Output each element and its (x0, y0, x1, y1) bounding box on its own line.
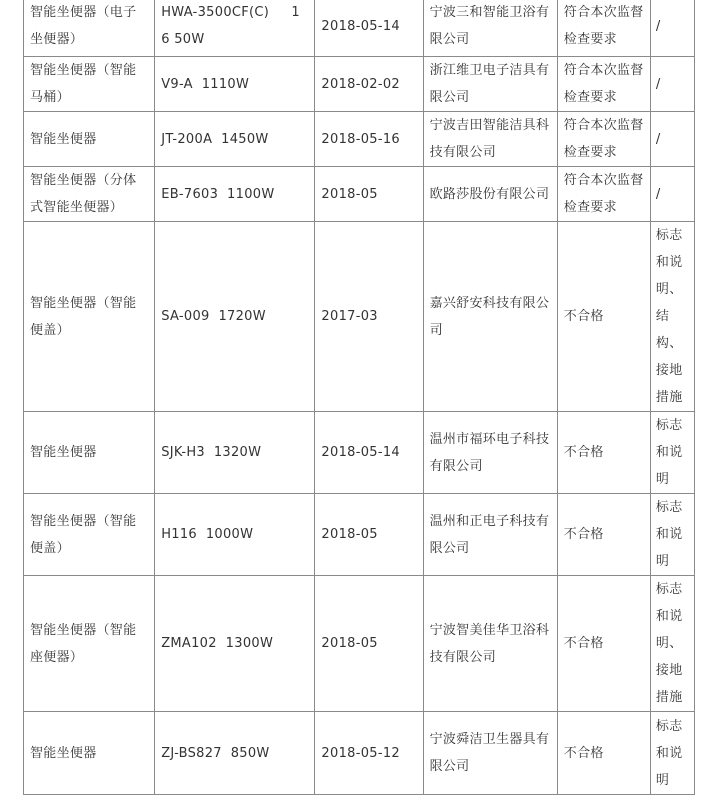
result-cell: 不合格 (557, 494, 650, 576)
model-spec-cell: SJK-H3 1320W (155, 412, 315, 494)
manufacturer-cell: 宁波三和智能卫浴有限公司 (423, 0, 557, 57)
production-date-cell: 2017-03 (315, 222, 423, 412)
model-spec-cell: H116 1000W (155, 494, 315, 576)
table-row (24, 0, 695, 57)
table-row (24, 412, 695, 494)
result-cell: 符合本次监督检查要求 (557, 112, 650, 167)
manufacturer-cell: 宁波吉田智能洁具科技有限公司 (423, 112, 557, 167)
manufacturer-cell: 浙江维卫电子洁具有限公司 (423, 57, 557, 112)
table-row (24, 57, 695, 112)
production-date-cell: 2018-05-12 (315, 712, 423, 795)
failed-item-cell: / (650, 0, 694, 57)
production-date-cell: 2018-02-02 (315, 57, 423, 112)
model-spec-cell: V9-A 1110W (155, 57, 315, 112)
model-spec-cell: EB-7603 1100W (155, 167, 315, 222)
production-date-cell: 2018-05-14 (315, 412, 423, 494)
manufacturer-cell: 宁波智美佳华卫浴科技有限公司 (423, 576, 557, 712)
result-cell: 符合本次监督检查要求 (557, 0, 650, 57)
table-row (24, 167, 695, 222)
failed-item-cell: / (650, 167, 694, 222)
manufacturer-cell: 宁波舜洁卫生器具有限公司 (423, 712, 557, 795)
product-name-cell: 智能坐便器 (24, 712, 155, 795)
production-date-cell: 2018-05 (315, 494, 423, 576)
production-date-cell: 2018-05-14 (315, 0, 423, 57)
failed-item-cell: 标志和说明、结构、接地措施 (650, 222, 694, 412)
manufacturer-cell: 温州和正电子科技有限公司 (423, 494, 557, 576)
result-cell: 符合本次监督检查要求 (557, 167, 650, 222)
model-spec-cell: JT-200A 1450W (155, 112, 315, 167)
failed-item-cell: 标志和说明 (650, 494, 694, 576)
product-name-cell: 智能坐便器（电子坐便器） (24, 0, 155, 57)
product-name-cell: 智能坐便器（智能马桶） (24, 57, 155, 112)
product-name-cell: 智能坐便器 (24, 412, 155, 494)
model-spec-cell: ZJ-BS827 850W (155, 712, 315, 795)
inspection-results-table (23, 0, 695, 795)
result-cell: 符合本次监督检查要求 (557, 57, 650, 112)
table-row (24, 222, 695, 412)
manufacturer-cell: 欧路莎股份有限公司 (423, 167, 557, 222)
manufacturer-cell: 温州市福环电子科技有限公司 (423, 412, 557, 494)
table-row (24, 576, 695, 712)
failed-item-cell: 标志和说明、接地措施 (650, 576, 694, 712)
model-spec-cell: HWA-3500CF(C) 16 50W (155, 0, 315, 57)
production-date-cell: 2018-05-16 (315, 112, 423, 167)
table-row (24, 112, 695, 167)
result-cell: 不合格 (557, 412, 650, 494)
product-name-cell: 智能坐便器（智能座便器） (24, 576, 155, 712)
failed-item-cell: / (650, 57, 694, 112)
production-date-cell: 2018-05 (315, 576, 423, 712)
manufacturer-cell: 嘉兴舒安科技有限公司 (423, 222, 557, 412)
result-cell: 不合格 (557, 712, 650, 795)
failed-item-cell: 标志和说明 (650, 412, 694, 494)
result-cell: 不合格 (557, 222, 650, 412)
product-name-cell: 智能坐便器（智能便盖） (24, 494, 155, 576)
table-row (24, 712, 695, 795)
failed-item-cell: 标志和说明 (650, 712, 694, 795)
product-name-cell: 智能坐便器（智能便盖） (24, 222, 155, 412)
product-name-cell: 智能坐便器（分体式智能坐便器） (24, 167, 155, 222)
production-date-cell: 2018-05 (315, 167, 423, 222)
failed-item-cell: / (650, 112, 694, 167)
product-name-cell: 智能坐便器 (24, 112, 155, 167)
model-spec-cell: ZMA102 1300W (155, 576, 315, 712)
model-spec-cell: SA-009 1720W (155, 222, 315, 412)
result-cell: 不合格 (557, 576, 650, 712)
table-row (24, 494, 695, 576)
